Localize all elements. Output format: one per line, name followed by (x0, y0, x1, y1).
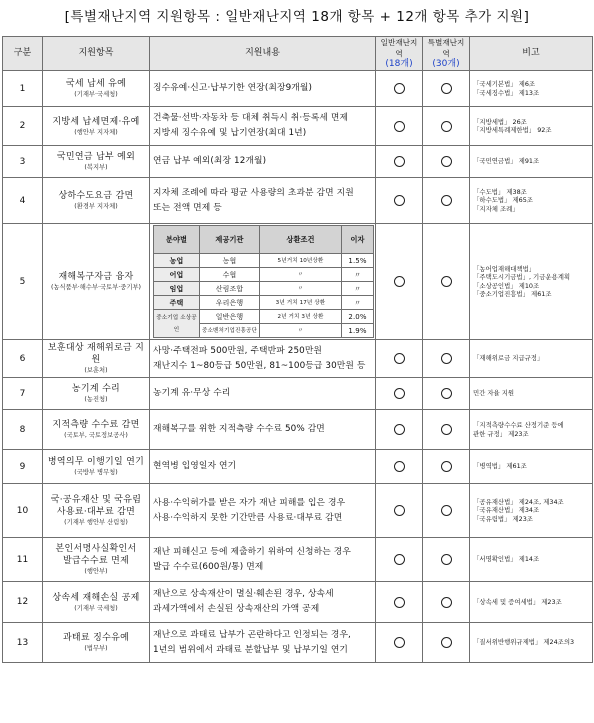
support-item-cell (43, 582, 150, 623)
loan-provider: 우리은행 (200, 296, 260, 310)
support-content-cell (150, 71, 376, 107)
note-cell (470, 224, 593, 340)
support-item-agency: (기재부 국세청) (74, 604, 118, 612)
support-item-cell (43, 178, 150, 224)
loan-category: 중소기업 소상공인 (154, 310, 200, 338)
support-content-cell (150, 107, 376, 146)
support-content-line: 현역병 입영일자 연기 (153, 461, 237, 471)
table-row (3, 340, 593, 378)
circle-mark-icon (394, 121, 405, 132)
support-item-agency: (복지부) (84, 164, 108, 171)
note-line: 「지자체 조례」 (473, 204, 519, 213)
loan-table-row (154, 282, 374, 296)
general-area-mark (376, 146, 423, 178)
support-item-cell (43, 484, 150, 538)
support-item-agency: (국토부, 국토정보공사) (64, 432, 128, 439)
support-content-line: 재난으로 상속재산이 멸실·훼손된 경우, 상속세 (153, 589, 334, 599)
support-item-name: 과태료 징수유예 (62, 633, 130, 643)
general-area-mark (376, 410, 423, 450)
table-row (3, 178, 593, 224)
header-general-label: 일반재난지역 (380, 38, 418, 58)
circle-mark-icon (441, 388, 452, 399)
support-item-agency: (법무부) (84, 645, 108, 652)
circle-mark-icon (441, 597, 452, 608)
circle-mark-icon (394, 195, 405, 206)
circle-mark-icon (394, 597, 405, 608)
loan-table-header-cell: 상환조건 (260, 226, 342, 254)
support-item-cell (43, 71, 150, 107)
special-area-mark (423, 623, 470, 663)
general-area-mark (376, 450, 423, 484)
special-area-mark (423, 224, 470, 340)
circle-mark-icon (394, 388, 405, 399)
support-content-line: 지자체 조례에 따라 평균 사용량의 초과분 감면 지원 (153, 187, 354, 198)
general-area-mark (376, 224, 423, 340)
support-content-line: 재난 피해신고 등에 제출하기 위하여 신청하는 경우 (153, 546, 351, 557)
loan-interest-rate: 2.0% (342, 310, 374, 324)
special-area-mark (423, 71, 470, 107)
note-cell (470, 378, 593, 410)
table-row (3, 378, 593, 410)
table-header-row (3, 37, 593, 71)
circle-mark-icon (394, 83, 405, 94)
circle-mark-icon (441, 276, 452, 287)
support-item-agency: (보훈처) (84, 367, 108, 374)
note-cell (470, 538, 593, 582)
note-cell (470, 450, 593, 484)
row-number: 7 (3, 378, 43, 410)
row-number: 13 (3, 623, 43, 663)
loan-repayment-terms: 〃 (260, 324, 342, 338)
note-line: 「주택도시기금법」, 기금운용계획 (473, 273, 571, 281)
loan-category: 임업 (154, 282, 200, 296)
note-cell (470, 146, 593, 178)
page-title: [특별재난지역 지원항목 : 일반재난지역 18개 항목 + 12개 항목 추가 지원] (64, 9, 530, 25)
row-number: 1 (3, 71, 43, 107)
support-item-agency: (농진청) (84, 396, 108, 403)
general-area-mark (376, 107, 423, 146)
table-row (3, 71, 593, 107)
table-row (3, 450, 593, 484)
loan-interest-rate: 1.9% (342, 324, 374, 338)
table-row (3, 582, 593, 623)
support-content-cell (150, 582, 376, 623)
circle-mark-icon (441, 505, 452, 516)
support-content-cell (150, 146, 376, 178)
support-item-agency: (국방부 병무청) (74, 469, 118, 476)
note-line: 「국세기본법」 제6조 (473, 80, 536, 88)
support-content-cell (150, 378, 376, 410)
support-content-line: 농기계 유·무상 수리 (153, 388, 231, 398)
support-item-name: 농기계 수리 (71, 384, 121, 394)
row-number: 12 (3, 582, 43, 623)
circle-mark-icon (441, 83, 452, 94)
circle-mark-icon (394, 637, 405, 648)
loan-table-header-cell: 제공기관 (200, 226, 260, 254)
general-area-mark (376, 623, 423, 663)
header-item: 지원항목 (43, 37, 150, 71)
loan-provider: 농협 (200, 254, 260, 268)
support-item-cell (43, 450, 150, 484)
row-number: 4 (3, 178, 43, 224)
general-area-mark (376, 340, 423, 378)
circle-mark-icon (394, 424, 405, 435)
support-content-cell (150, 623, 376, 663)
support-item-agency: (기재부·국세청) (74, 91, 118, 98)
support-item-cell (43, 410, 150, 450)
circle-mark-icon (441, 554, 452, 565)
support-content-line: 재난으로 과태료 납부가 곤란하다고 인정되는 경우, (153, 629, 351, 640)
note-line: 민간 자율 지원 (473, 389, 515, 398)
support-content-cell (150, 410, 376, 450)
circle-mark-icon (394, 353, 405, 364)
note-cell (470, 410, 593, 450)
support-item-name: 국·공유재산 및 국유림 (50, 495, 142, 505)
note-line: 「서명확인법」 제14조 (473, 555, 540, 564)
support-item-name: 국민연금 납부 예외 (56, 152, 136, 162)
support-item-agency: (농식품부·해수부·국토부·중기부) (51, 284, 141, 291)
note-cell (470, 582, 593, 623)
general-area-mark (376, 71, 423, 107)
header-no: 구분 (3, 37, 43, 71)
note-line: 「국유재산법」 제34조 (473, 506, 540, 515)
support-item-name: 지적측량 수수료 감면 (52, 420, 140, 430)
loan-repayment-terms: 3년 거치 17년 상환 (260, 296, 342, 310)
table-row (3, 224, 593, 340)
loan-provider: 일반은행 (200, 310, 260, 324)
row-number: 11 (3, 538, 43, 582)
support-content-cell (150, 224, 376, 340)
note-line: 「지적측량수수료 산정기준 등에 (473, 421, 564, 429)
loan-provider: 수협 (200, 268, 260, 282)
note-line: 「소상공인법」 제10조 (473, 281, 540, 290)
loan-provider: 산림조합 (200, 282, 260, 296)
special-area-mark (423, 410, 470, 450)
note-line: 「수도법」 제38조 (473, 187, 527, 196)
note-cell (470, 484, 593, 538)
loan-interest-rate: 1.5% (342, 254, 374, 268)
note-cell (470, 71, 593, 107)
general-area-mark (376, 538, 423, 582)
circle-mark-icon (394, 461, 405, 472)
support-item-name: 상속세 재해손실 공제 (52, 592, 140, 603)
row-number: 5 (3, 224, 43, 340)
general-area-mark (376, 178, 423, 224)
support-item-cell (43, 107, 150, 146)
table-row (3, 410, 593, 450)
support-item-cell (43, 378, 150, 410)
general-area-mark (376, 484, 423, 538)
table-row (3, 538, 593, 582)
support-content-line: 사망·주택전파 500만원, 주택반파 250만원 (153, 345, 323, 356)
support-content-line: 재난지수 1~80등급 50만원, 81~100등급 30만원 등 (153, 360, 366, 371)
support-item-agency: (환경부 지자체) (74, 203, 118, 210)
header-note: 비고 (470, 37, 593, 71)
support-item-name: 재해복구자금 융자 (58, 272, 134, 282)
loan-category: 농업 (154, 254, 200, 268)
note-line: 「국민연금법」 제91조 (473, 157, 540, 166)
support-content-line: 1년의 범위에서 과태료 분할납부 및 납부기일 연기 (153, 644, 349, 655)
note-line: 「국유림법」 제23조 (473, 514, 533, 523)
row-number: 2 (3, 107, 43, 146)
support-content-line: 연금 납부 예외(최장 12개월) (153, 156, 267, 166)
table-row (3, 484, 593, 538)
support-content-cell (150, 178, 376, 224)
support-content-cell (150, 450, 376, 484)
support-content-line: 지방세 징수유예 및 납기연장(최대 1년) (153, 128, 307, 138)
note-line: 「공유재산법」 제24조, 제34조 (473, 497, 564, 506)
support-item-name-line2: 발급수수료 면제 (62, 556, 130, 566)
table-row (3, 107, 593, 146)
loan-repayment-terms: 2년 거치 3년 상환 (260, 310, 342, 324)
loan-table-row (154, 254, 374, 268)
table-row (3, 146, 593, 178)
support-item-agency: (행안부) (84, 568, 108, 575)
special-area-mark (423, 340, 470, 378)
circle-mark-icon (394, 276, 405, 287)
support-item-cell (43, 146, 150, 178)
row-number: 10 (3, 484, 43, 538)
support-content-line: 발급 수수료(600원/통) 면제 (153, 561, 264, 572)
header-content: 지원내용 (150, 37, 376, 71)
support-item-agency: (행안부 지자체) (74, 128, 118, 136)
circle-mark-icon (394, 554, 405, 565)
support-item-name: 국세 납세 유예 (65, 79, 127, 89)
loan-interest-rate: 〃 (342, 296, 374, 310)
special-area-mark (423, 450, 470, 484)
note-cell (470, 340, 593, 378)
row-number: 3 (3, 146, 43, 178)
support-content-line: 사용·수익하지 못한 기간만큼 사용료·대부료 감면 (153, 512, 343, 523)
loan-interest-rate: 〃 (342, 268, 374, 282)
loan-table-header-cell: 이자 (342, 226, 374, 254)
circle-mark-icon (441, 461, 452, 472)
note-line: 「재해위로금 지급규정」 (473, 354, 544, 363)
support-content-line: 징수유예·신고·납부기한 연장(최장9개월) (153, 83, 313, 93)
header-special-label: 특별재난지역 (427, 38, 465, 58)
general-area-mark (376, 582, 423, 623)
loan-interest-rate: 〃 (342, 282, 374, 296)
support-content-line: 재해복구를 위한 지적측량 수수료 50% 감면 (153, 424, 325, 434)
support-item-name: 상하수도요금 감면 (58, 191, 134, 201)
support-content-cell (150, 340, 376, 378)
support-item-name: 본인서명사실확인서 (55, 544, 137, 554)
row-number: 6 (3, 340, 43, 378)
support-content-cell (150, 484, 376, 538)
loan-conditions-table (153, 225, 374, 338)
note-cell (470, 623, 593, 663)
loan-repayment-terms: 〃 (260, 282, 342, 296)
circle-mark-icon (441, 195, 452, 206)
special-area-mark (423, 378, 470, 410)
special-area-mark (423, 107, 470, 146)
support-item-name: 보훈대상 재해위로금 지원 (47, 343, 145, 365)
circle-mark-icon (394, 156, 405, 167)
row-number: 9 (3, 450, 43, 484)
loan-table-header (154, 226, 374, 254)
support-content-line: 사용·수익허가를 받은 자가 재난 피해를 입은 경우 (153, 497, 346, 508)
support-content-line: 건축물·선박·자동차 등 대체 취득시 취·등록세 면제 (153, 113, 349, 123)
header-general-count: (18개) (385, 59, 413, 69)
support-item-cell (43, 340, 150, 378)
note-line: 「중소기업진흥법」 제61조 (473, 290, 552, 298)
note-line: 「농어업재해대책법」 (473, 264, 536, 273)
note-line: 「병역법」 제61조 (473, 462, 527, 471)
support-item-cell (43, 538, 150, 582)
note-line: 「하수도법」 제65조 (473, 196, 533, 205)
loan-table-row (154, 296, 374, 310)
header-special-area (423, 37, 470, 71)
loan-category: 어업 (154, 268, 200, 282)
loan-repayment-terms: 5년거치 10년상환 (260, 254, 342, 268)
loan-table-row (154, 310, 374, 324)
loan-repayment-terms: 〃 (260, 268, 342, 282)
special-area-mark (423, 582, 470, 623)
loan-provider: 중소벤처기업진흥공단 (200, 324, 260, 338)
general-area-mark (376, 378, 423, 410)
support-items-table (2, 36, 593, 663)
circle-mark-icon (441, 424, 452, 435)
note-line: 「상속세 및 증여세법」 제23조 (473, 597, 562, 606)
note-cell (470, 107, 593, 146)
special-area-mark (423, 484, 470, 538)
support-item-name: 병역의무 이행기일 연기 (47, 457, 145, 467)
header-special-count: (30개) (432, 59, 460, 69)
support-content-line: 또는 전액 면제 등 (153, 202, 222, 213)
support-content-line: 과세가액에서 손실된 상속재산의 가액 공제 (153, 604, 320, 614)
support-item-cell (43, 224, 150, 340)
row-number: 8 (3, 410, 43, 450)
loan-category: 주택 (154, 296, 200, 310)
table-row (3, 623, 593, 663)
support-item-name: 지방세 납세면제·유예 (52, 116, 140, 127)
special-area-mark (423, 538, 470, 582)
support-item-name-line2: 사용료·대부료 감면 (56, 507, 136, 517)
circle-mark-icon (394, 505, 405, 516)
loan-table-header-cell: 분야별 (154, 226, 200, 254)
note-line: 「지방세법」 26조 (473, 117, 527, 126)
note-line: 관한 규정」 제23조 (473, 429, 529, 438)
support-item-agency: (기재부 행안부 산림청) (64, 519, 128, 526)
loan-table-row (154, 268, 374, 282)
special-area-mark (423, 178, 470, 224)
circle-mark-icon (441, 353, 452, 364)
note-line: 「지방세특례제한법」 92조 (473, 126, 552, 134)
note-cell (470, 178, 593, 224)
special-area-mark (423, 146, 470, 178)
support-item-cell (43, 623, 150, 663)
support-content-cell (150, 538, 376, 582)
note-line: 「질서위반행위규제법」 제24조의3 (473, 638, 575, 647)
note-line: 「국세징수법」 제13조 (473, 88, 540, 97)
header-general-area (376, 37, 423, 71)
circle-mark-icon (441, 637, 452, 648)
circle-mark-icon (441, 121, 452, 132)
circle-mark-icon (441, 156, 452, 167)
